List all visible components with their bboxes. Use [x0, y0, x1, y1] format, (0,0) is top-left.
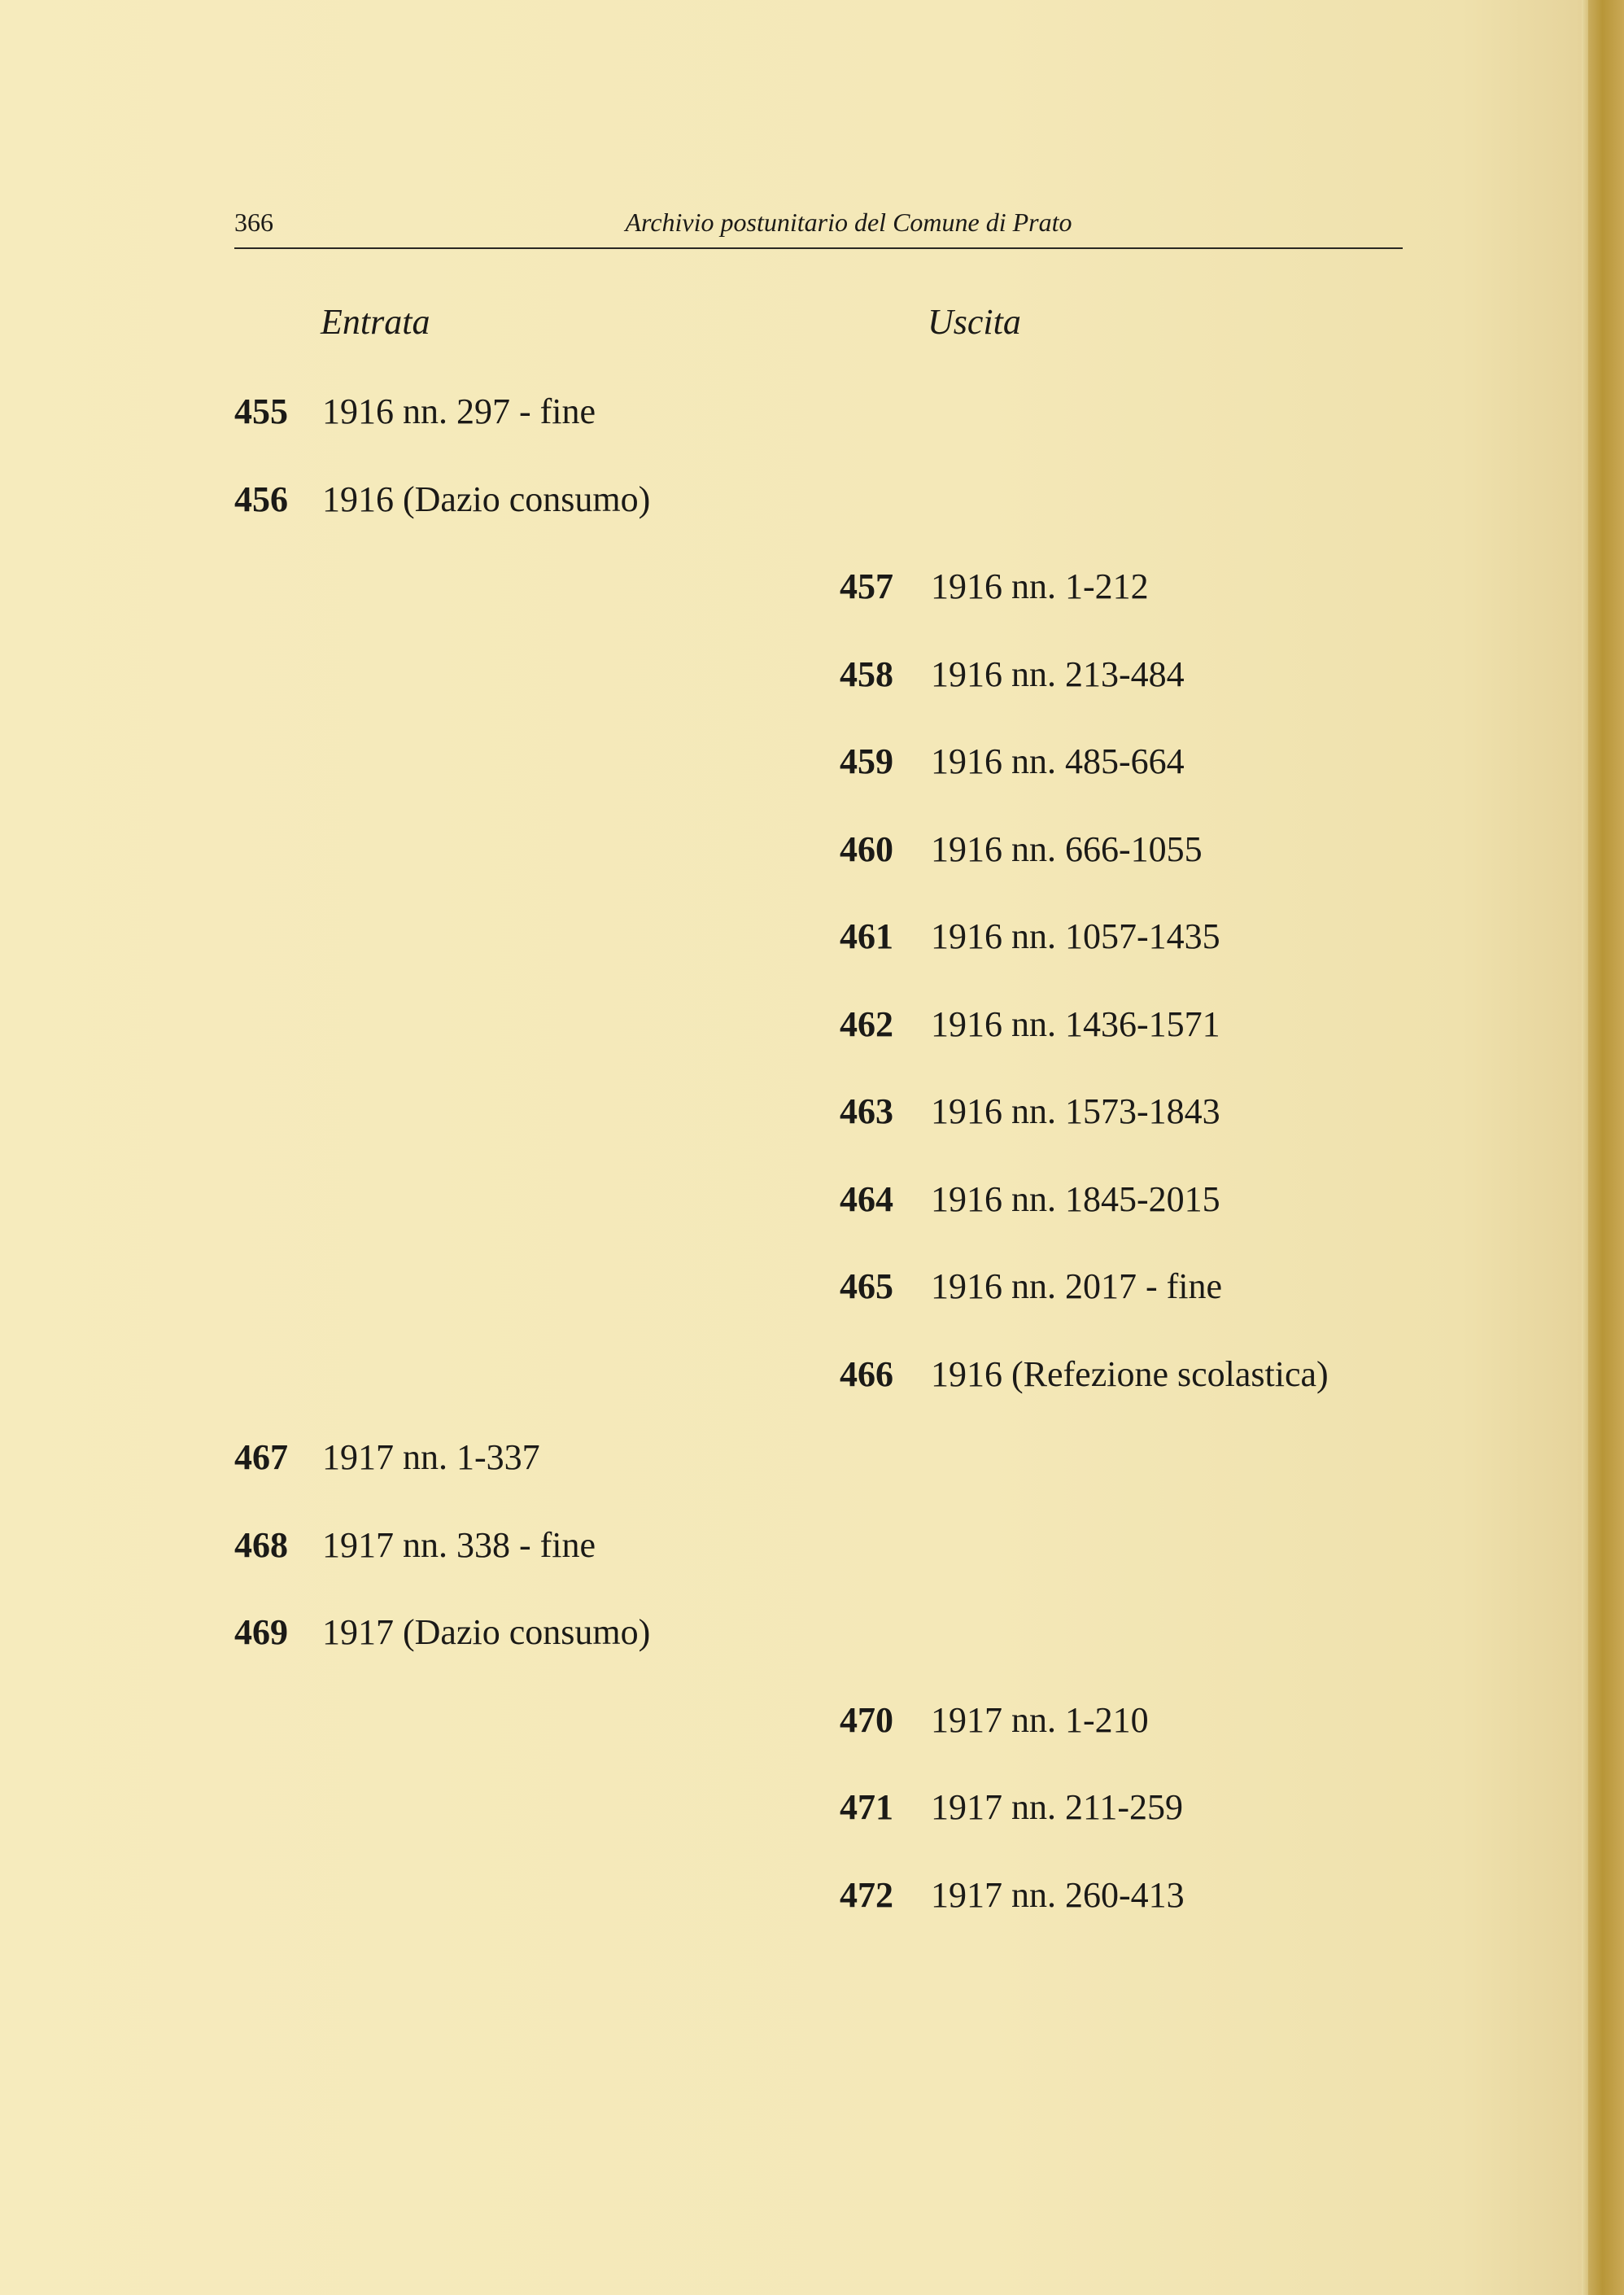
entry-description: 1917 nn. 211-259 [931, 1787, 1184, 1827]
running-title: Archivio postunitario del Comune di Prato [625, 208, 1072, 237]
entry-number: 460 [840, 829, 893, 869]
entry-description: 1916 nn. 213-484 [931, 654, 1185, 694]
entry-number: 462 [840, 1004, 893, 1044]
entry-description: 1916 (Refezione scolastica) [931, 1354, 1329, 1394]
entry-description: 1916 nn. 485-664 [931, 741, 1185, 781]
entry-number: 470 [840, 1700, 893, 1740]
entry-number: 455 [234, 391, 288, 431]
entry-number: 458 [840, 654, 893, 694]
entry-description: 1916 nn. 1573-1843 [931, 1091, 1220, 1131]
page-edge-highlight [1582, 0, 1588, 2295]
page-header [234, 208, 1403, 248]
entry-description: 1916 nn. 297 - fine [322, 391, 596, 431]
entry-description: 1916 nn. 666-1055 [931, 829, 1203, 869]
entry-number: 469 [234, 1612, 288, 1652]
entry-number: 465 [840, 1266, 893, 1306]
entry-number: 459 [840, 741, 893, 781]
entry-description: 1916 nn. 1057-1435 [931, 916, 1220, 956]
entry-number: 466 [840, 1354, 893, 1394]
entry-description: 1917 nn. 1-337 [322, 1437, 540, 1477]
entry-description: 1917 nn. 338 - fine [322, 1525, 596, 1565]
entry-description: 1917 nn. 260-413 [931, 1875, 1185, 1915]
column-heading-entrata: Entrata [321, 302, 430, 342]
entry-number: 468 [234, 1525, 288, 1565]
entry-description: 1916 nn. 2017 - fine [931, 1266, 1223, 1306]
entry-number: 463 [840, 1091, 893, 1131]
header-rule [234, 247, 1403, 249]
entry-number: 461 [840, 916, 893, 956]
entry-description: 1917 (Dazio consumo) [322, 1612, 651, 1652]
entry-number: 471 [840, 1787, 893, 1827]
entry-number: 456 [234, 479, 288, 519]
entry-description: 1916 nn. 1-212 [931, 566, 1149, 606]
entry-number: 467 [234, 1437, 288, 1477]
entry-number: 472 [840, 1875, 893, 1915]
entry-number: 464 [840, 1179, 893, 1219]
entry-description: 1916 (Dazio consumo) [322, 479, 651, 519]
column-heading-uscita: Uscita [928, 302, 1021, 342]
entry-description: 1916 nn. 1845-2015 [931, 1179, 1220, 1219]
entry-number: 457 [840, 566, 893, 606]
page-edge-shadow [1588, 0, 1624, 2295]
entry-description: 1917 nn. 1-210 [931, 1700, 1149, 1740]
page-number: 366 [234, 208, 273, 237]
entry-description: 1916 nn. 1436-1571 [931, 1004, 1220, 1044]
